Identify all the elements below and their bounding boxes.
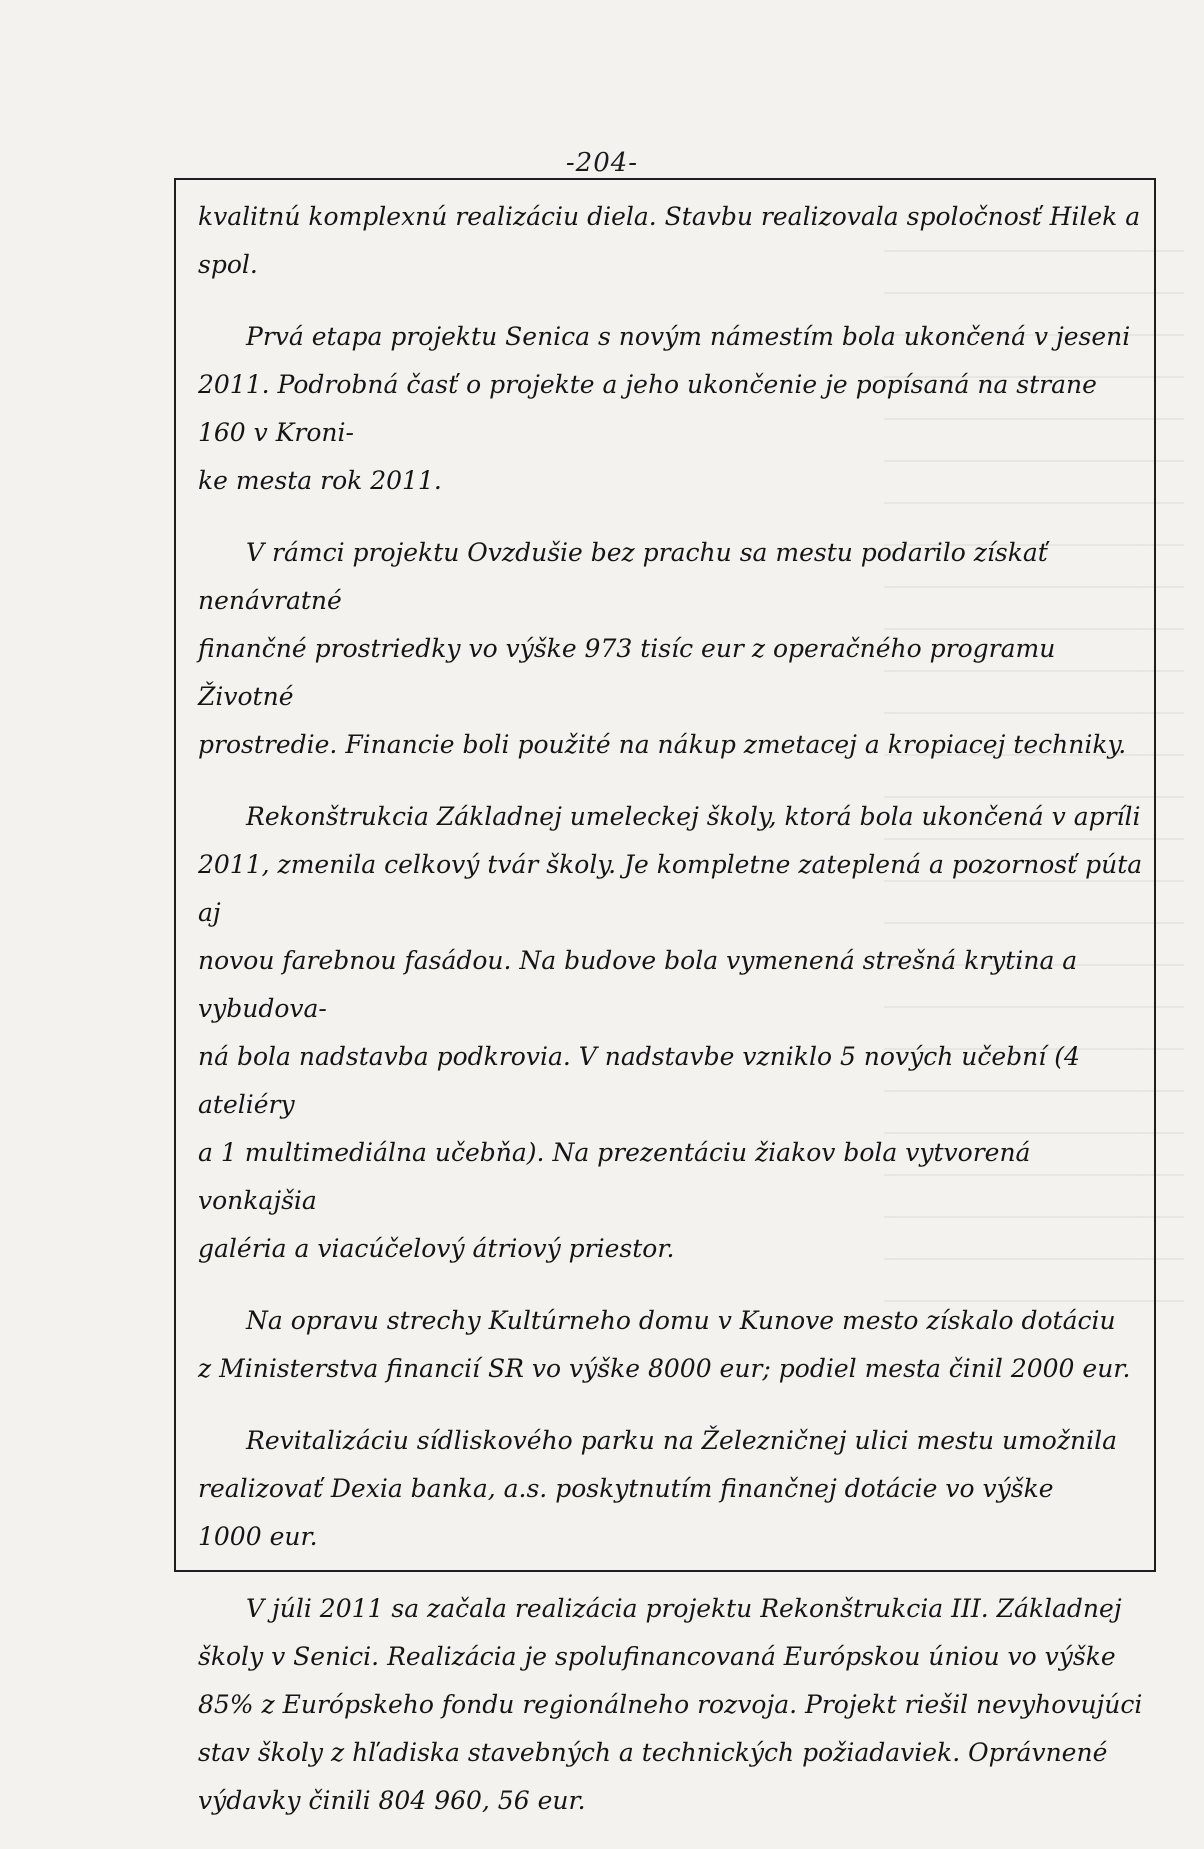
paragraph [198, 193, 1148, 289]
text-line: novou farebnou fasádou. Na budove bola vymenená strešná krytina a vybudova- [198, 946, 1078, 1023]
text-line: kvalitnú komplexnú realizáciu diela. Stavbu realizovala spoločnosť Hilek a spol. [198, 202, 1141, 279]
paragraph [198, 1417, 1148, 1561]
text-line: finančné prostriedky vo výške 973 tisíc eur z operačného programu Životné [198, 634, 1056, 711]
text-line: Revitalizáciu sídliskového parku na Železničnej ulici mestu umožnila [246, 1426, 1117, 1455]
paragraph [198, 529, 1148, 769]
text-line: a 1 multimediálna učebňa). Na prezentáciu žiakov bola vytvorená vonkajšia [198, 1138, 1031, 1215]
paragraph [198, 793, 1148, 1273]
text-line: z Ministerstva financií SR vo výške 8000 eur; podiel mesta činil 2000 eur. [198, 1354, 1131, 1383]
text-line: V júli 2011 sa začala realizácia projektu Rekonštrukcia III. Základnej [246, 1594, 1122, 1623]
text-line: prostredie. Financie boli použité na nákup zmetacej a kropiacej techniky. [198, 730, 1127, 759]
text-line: školy v Senici. Realizácia je spolufinancovaná Európskou úniou vo výške [198, 1642, 1116, 1671]
paragraph [198, 313, 1148, 505]
text-line: V rámci projektu Ovzdušie bez prachu sa mestu podarilo získať nenávratné [198, 538, 1048, 615]
text-line: ná bola nadstavba podkrovia. V nadstavbe vzniklo 5 nových učební (4 ateliéry [198, 1042, 1080, 1119]
text-line: Na opravu strechy Kultúrneho domu v Kunove mesto získalo dotáciu [246, 1306, 1116, 1335]
text-line: výdavky činili 804 960, 56 eur. [198, 1786, 586, 1815]
text-line: galéria a viacúčelový átriový priestor. [198, 1234, 675, 1263]
text-line: stav školy z hľadiska stavebných a technických požiadaviek. Oprávnené [198, 1738, 1108, 1767]
page-number: -204- [565, 148, 639, 178]
text-line: 1000 eur. [198, 1522, 318, 1551]
text-line: ke mesta rok 2011. [198, 466, 442, 495]
text-line: realizovať Dexia banka, a.s. poskytnutím finančnej dotácie vo výške [198, 1474, 1054, 1503]
text-line: Rekonštrukcia Základnej umeleckej školy, ktorá bola ukončená v apríli [246, 802, 1141, 831]
paragraph [198, 1585, 1148, 1825]
text-line: 2011. Podrobná časť o projekte a jeho ukončenie je popísaná na strane 160 v Kroni- [198, 370, 1097, 447]
paragraph [198, 1297, 1148, 1393]
text-line: 85% z Európskeho fondu regionálneho rozvoja. Projekt riešil nevyhovujúci [198, 1690, 1143, 1719]
text-line: Prvá etapa projektu Senica s novým námestím bola ukončená v jeseni [246, 322, 1131, 351]
handwritten-text-body [198, 193, 1148, 1849]
text-line: 2011, zmenila celkový tvár školy. Je kompletne zateplená a pozornosť púta aj [198, 850, 1143, 927]
